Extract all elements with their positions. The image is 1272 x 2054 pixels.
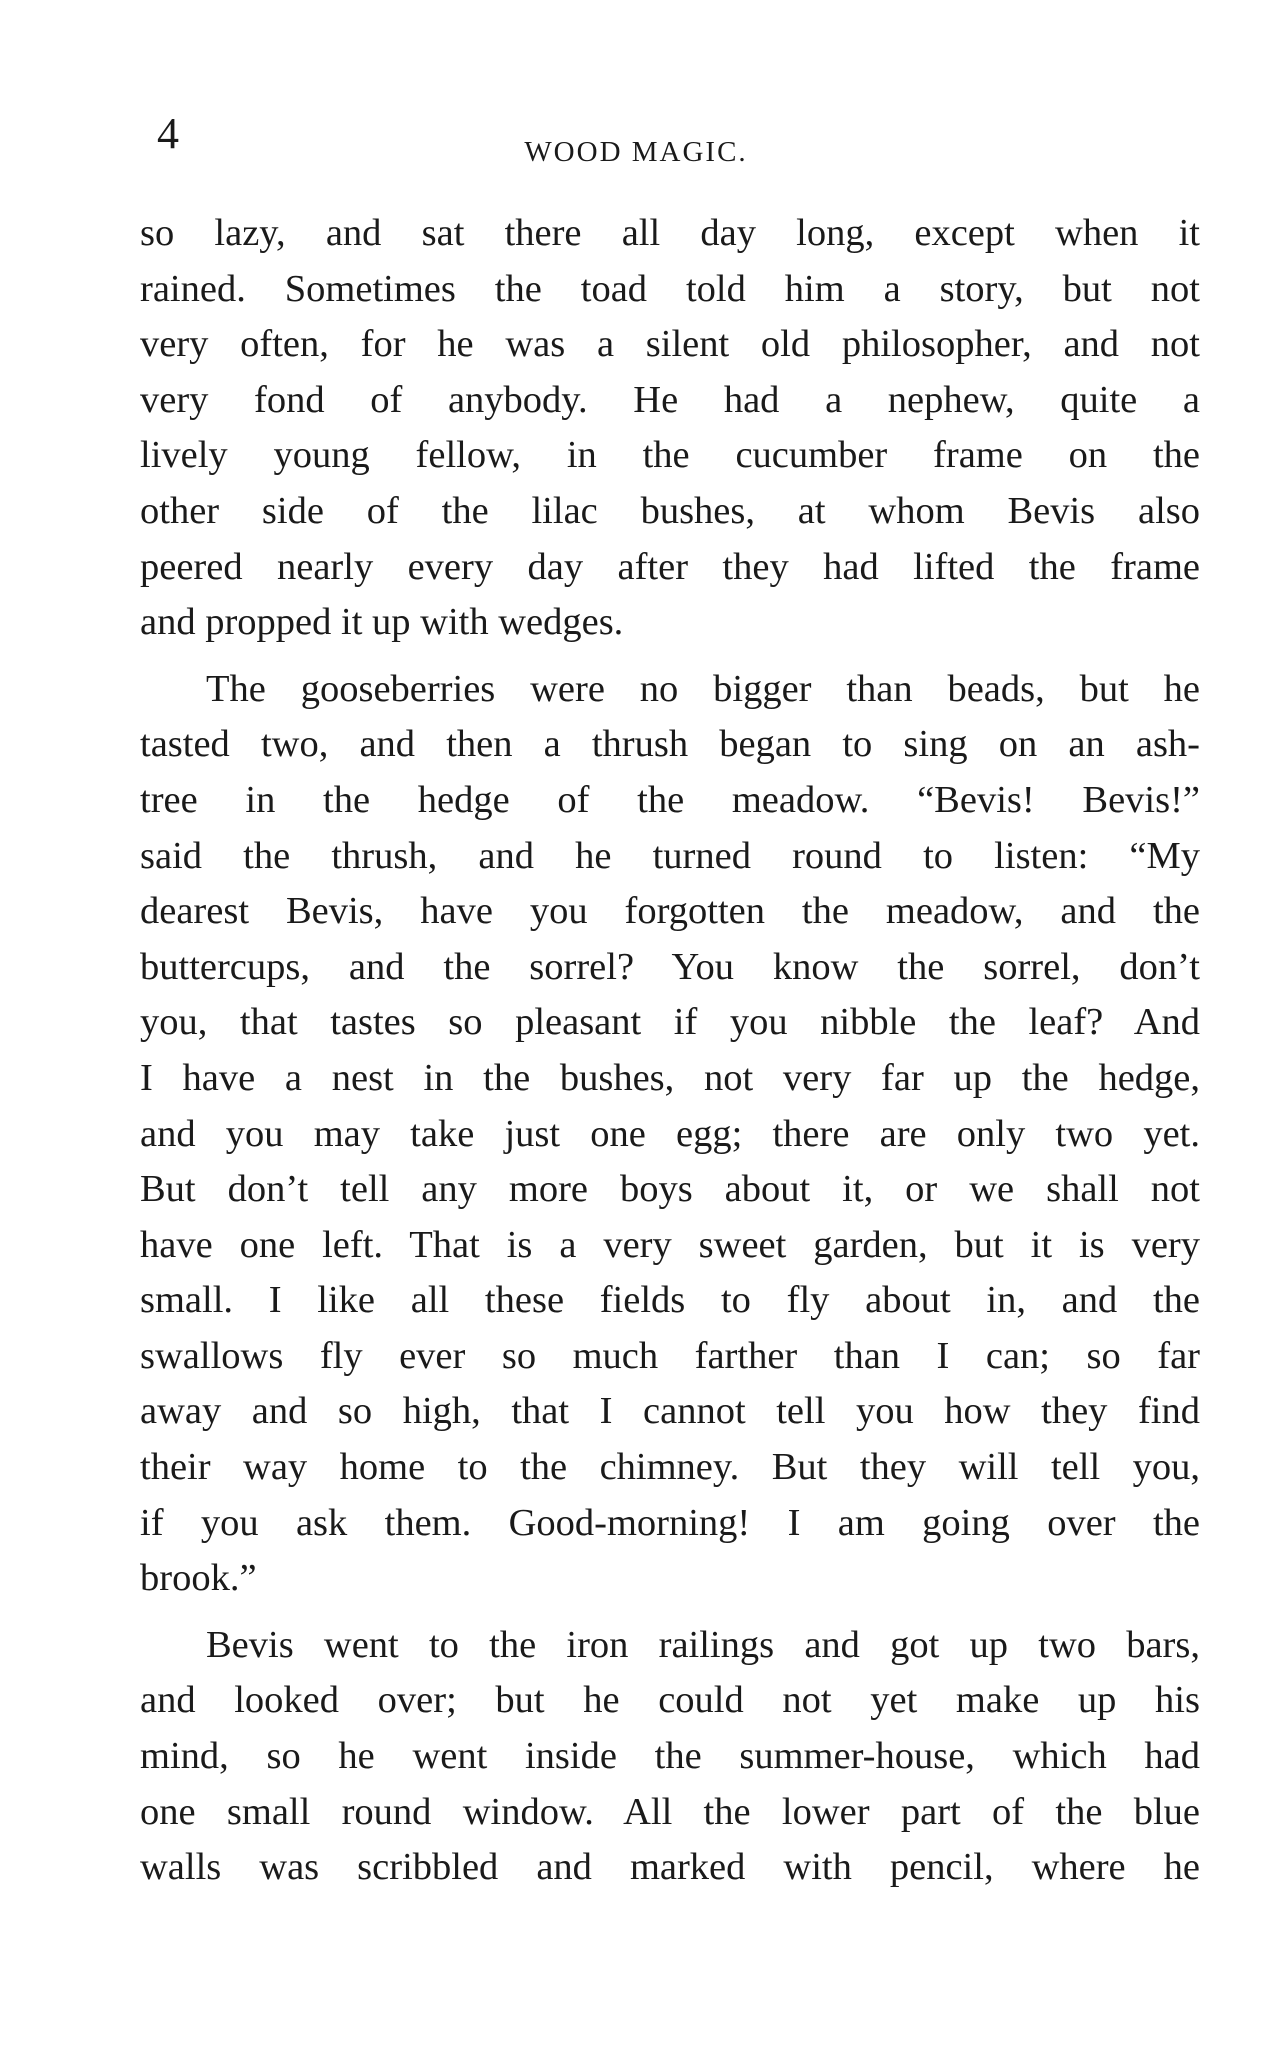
text-line: The gooseberries were no bigger than beads, but he — [206, 667, 1200, 710]
text-line: so lazy, and sat there all day long, except when it — [140, 212, 1200, 254]
text-line: and looked over; but he could not yet make up his — [140, 1679, 1200, 1722]
text-line: and propped it up with wedges. — [140, 601, 624, 644]
text-line: walls was scribbled and marked with pencil, where he — [140, 1846, 1200, 1889]
paragraph — [140, 662, 1200, 1607]
text-line: other side of the lilac bushes, at whom Bevis also — [140, 489, 1200, 532]
text-line: I have a nest in the bushes, not very far up the hedge, — [140, 1056, 1200, 1099]
text-line: their way home to the chimney. But they will tell you, — [140, 1446, 1200, 1489]
text-line: small. I like all these fields to fly about in, and the — [140, 1279, 1200, 1322]
text-line: tree in the hedge of the meadow. “Bevis! Bevis!” — [140, 778, 1200, 821]
text-line: rained. Sometimes the toad told him a story, but not — [140, 267, 1200, 310]
text-line: Bevis went to the iron railings and got up two bars, — [206, 1623, 1200, 1666]
page-number: 4 — [157, 109, 179, 158]
text-line: dearest Bevis, have you forgotten the meadow, and the — [140, 890, 1200, 933]
running-head: WOOD MAGIC. — [524, 136, 748, 168]
text-line: and you may take just one egg; there are only two yet. — [140, 1112, 1200, 1155]
paragraph — [140, 206, 1200, 651]
text-line: buttercups, and the sorrel? You know the sorrel, don’t — [140, 945, 1200, 988]
paragraph — [140, 1618, 1200, 1896]
text-line: peered nearly every day after they had lifted the frame — [140, 545, 1200, 588]
text-line: tasted two, and then a thrush began to sing on an ash- — [140, 723, 1200, 766]
text-line: brook.” — [140, 1557, 257, 1600]
text-line: said the thrush, and he turned round to listen: “My — [140, 834, 1200, 877]
text-line: But don’t tell any more boys about it, or we shall not — [140, 1168, 1200, 1211]
body-text — [140, 206, 1200, 1896]
text-line: you, that tastes so pleasant if you nibble the leaf? And — [140, 1001, 1200, 1044]
text-line: mind, so he went inside the summer-house, which had — [140, 1735, 1200, 1778]
text-line: one small round window. All the lower part of the blue — [140, 1790, 1200, 1833]
text-line: very fond of anybody. He had a nephew, quite a — [140, 378, 1200, 421]
text-line: away and so high, that I cannot tell you how they find — [140, 1390, 1200, 1433]
text-line: lively young fellow, in the cucumber frame on the — [140, 434, 1200, 477]
text-line: swallows fly ever so much farther than I can; so far — [140, 1334, 1200, 1377]
text-line: if you ask them. Good-morning! I am going over the — [140, 1501, 1200, 1544]
text-line: have one left. That is a very sweet garden, but it is very — [140, 1223, 1200, 1266]
text-line: very often, for he was a silent old philosopher, and not — [140, 323, 1200, 366]
